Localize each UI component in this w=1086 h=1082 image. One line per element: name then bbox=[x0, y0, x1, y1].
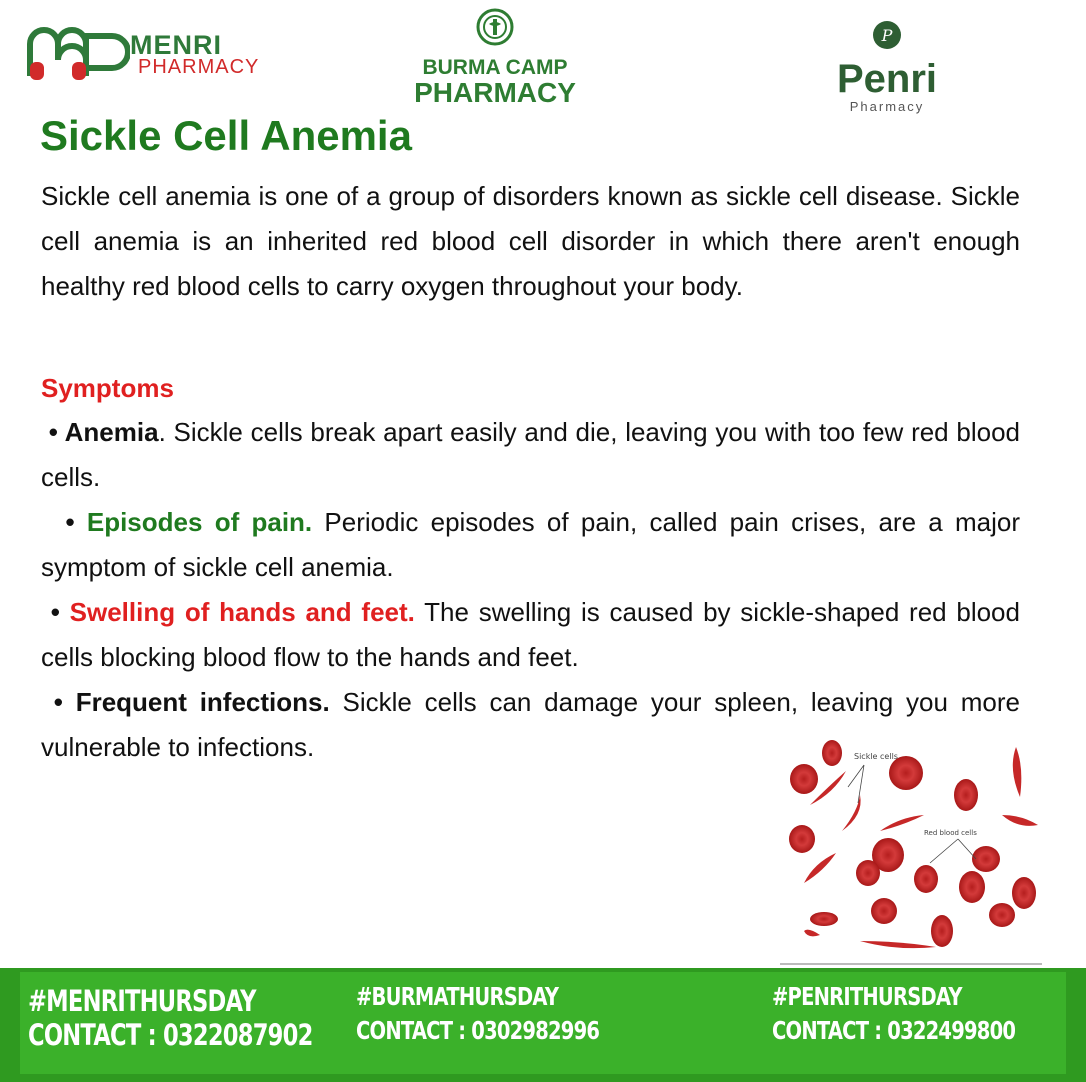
contact-number: CONTACT : 0322087902 bbox=[28, 1018, 313, 1052]
svg-text:P: P bbox=[881, 26, 893, 45]
penri-pharmacy-logo bbox=[820, 20, 954, 114]
symptoms-list bbox=[41, 410, 1020, 770]
symptom-sep: . bbox=[158, 417, 166, 447]
capsule-icon bbox=[26, 22, 130, 84]
contact-number: CONTACT : 0302982996 bbox=[356, 1016, 600, 1045]
symptom-text: Sickle cells can damage your spleen, leaving you more vulnerable to infections. bbox=[41, 687, 1020, 762]
emblem-icon bbox=[476, 8, 514, 46]
symptom-text: Sickle cells break apart easily and die, leaving you with too few red blood cells. bbox=[41, 417, 1021, 492]
symptom-title: Swelling of hands and feet. bbox=[69, 597, 415, 627]
burma-logo-line1: BURMA CAMP bbox=[422, 56, 568, 79]
bullet: • bbox=[41, 507, 87, 537]
contact-number: CONTACT : 0322499800 bbox=[772, 1016, 1016, 1045]
menri-logo-name: MENRI bbox=[130, 30, 222, 60]
symptom-text: The swelling is caused by sickle-shaped red blood cells blocking blood flow to the hands and feet. bbox=[41, 597, 1020, 672]
footer-bar bbox=[0, 968, 1086, 1082]
bullet: • bbox=[41, 597, 70, 627]
footer-menri bbox=[28, 984, 393, 1052]
symptom-item bbox=[41, 500, 1020, 590]
page-title: Sickle Cell Anemia bbox=[40, 112, 412, 159]
symptom-title: Frequent infections. bbox=[75, 687, 330, 717]
symptom-item bbox=[41, 590, 1020, 680]
label-red-blood-cells: Red blood cells bbox=[924, 829, 977, 837]
blood-cells-illustration bbox=[780, 735, 1046, 967]
symptom-title: Anemia bbox=[64, 417, 159, 447]
hashtag: #PENRITHURSDAY bbox=[772, 982, 962, 1011]
burma-camp-pharmacy-logo bbox=[406, 8, 584, 108]
intro-paragraph: Sickle cell anemia is one of a group of disorders known as sickle cell disease. Sickle cell anemia is an inherited red blood cell disorder in which there aren't enough healthy red blood cells to carry oxygen throughout your body. bbox=[41, 181, 1020, 301]
burma-logo-line2: PHARMACY bbox=[414, 77, 576, 108]
footer-burma bbox=[356, 980, 668, 1048]
penri-logo-sub: Pharmacy bbox=[849, 99, 925, 114]
footer-penri bbox=[772, 980, 1084, 1048]
bullet: • bbox=[41, 687, 76, 717]
symptom-item bbox=[41, 410, 1020, 500]
bullet: • bbox=[41, 417, 65, 447]
menri-logo-sub: PHARMACY bbox=[138, 56, 260, 78]
hashtag: #MENRITHURSDAY bbox=[28, 984, 256, 1018]
penri-logo-name: Penri bbox=[836, 57, 938, 101]
pharmacy-mark-icon bbox=[872, 20, 902, 50]
menri-pharmacy-logo bbox=[26, 22, 260, 86]
symptoms-heading: Symptoms bbox=[41, 373, 174, 403]
hashtag: #BURMATHURSDAY bbox=[356, 982, 559, 1011]
symptom-text: Periodic episodes of pain, called pain crises, are a major symptom of sickle cell anemia. bbox=[41, 507, 1020, 582]
label-sickle-cells: Sickle cells bbox=[854, 752, 898, 761]
symptom-title: Episodes of pain. bbox=[86, 507, 313, 537]
